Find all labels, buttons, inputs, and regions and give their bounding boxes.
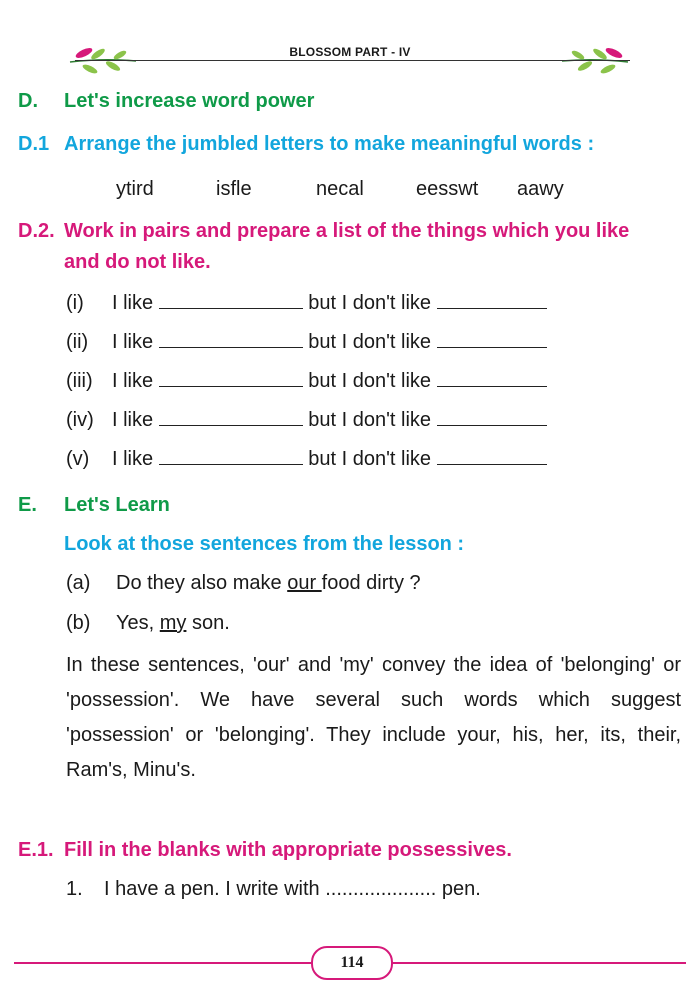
explanation-paragraph: In these sentences, 'our' and 'my' convey the idea of 'belonging' or 'possession'. We have several such words which suggest 'possession' or 'belonging'. They include your, his, her, its, their, Ram's, Minu's. [66, 654, 681, 781]
item-number: (v) [66, 448, 90, 470]
jumbled-word: ytird [116, 178, 154, 200]
section-e-subtitle: Look at those sentences from the lesson : [64, 533, 465, 555]
dislike-text: but I don't like [308, 292, 432, 314]
dislike-blank[interactable] [437, 329, 547, 348]
jumbled-word: isfle [216, 178, 252, 200]
dislike-text: but I don't like [308, 331, 432, 353]
item-number: 1. [66, 878, 83, 900]
section-e-title: Let's Learn [64, 494, 170, 516]
fill-blank-question [66, 878, 481, 902]
like-text: I like [112, 448, 154, 470]
header-rule [75, 60, 630, 61]
like-blank[interactable] [159, 290, 303, 309]
like-dislike-row [66, 368, 547, 392]
section-d2-label: D.2. [18, 220, 55, 242]
like-blank[interactable] [159, 407, 303, 426]
section-e1-title: Fill in the blanks with appropriate possessives. [64, 839, 512, 861]
sentence-text: food dirty ? [321, 572, 421, 594]
dislike-text: but I don't like [308, 448, 432, 470]
like-blank[interactable] [159, 446, 303, 465]
section-e-label: E. [18, 494, 37, 516]
item-number: (iv) [66, 409, 94, 431]
section-d2-title-line2: and do not like. [64, 251, 211, 273]
section-e1-label: E.1. [18, 839, 54, 861]
jumbled-word: aawy [517, 178, 564, 200]
footer-rule-left [14, 962, 311, 964]
section-d1-label: D.1 [18, 133, 50, 155]
item-number: (ii) [66, 331, 89, 353]
like-dislike-row [66, 407, 547, 431]
section-d1-title: Arrange the jumbled letters to make meaningful words : [64, 133, 595, 155]
like-dislike-row [66, 290, 547, 314]
page-number: 114 [311, 946, 393, 980]
dislike-text: but I don't like [308, 409, 432, 431]
dislike-blank[interactable] [437, 368, 547, 387]
question-text: I have a pen. I write with .................... pen. [104, 878, 481, 900]
item-number: (i) [66, 292, 84, 314]
dislike-blank[interactable] [437, 407, 547, 426]
sentence-text: Do they also make [116, 572, 288, 594]
example-sentence-b [66, 612, 230, 636]
item-number: (b) [66, 612, 91, 634]
like-blank[interactable] [159, 329, 303, 348]
like-text: I like [112, 331, 154, 353]
header-title: BLOSSOM PART - IV [289, 45, 411, 59]
like-text: I like [112, 409, 154, 431]
footer-rule-right [389, 962, 686, 964]
jumbled-word: necal [316, 178, 364, 200]
sentence-text: Yes, [116, 612, 160, 634]
section-d2-title-line1: Work in pairs and prepare a list of the things which you like [64, 220, 630, 242]
jumbled-word: eesswt [416, 178, 479, 200]
possessive-word: my [159, 612, 187, 634]
dislike-blank[interactable] [437, 446, 547, 465]
like-dislike-row [66, 446, 547, 470]
like-text: I like [112, 370, 154, 392]
example-sentence-a [66, 572, 421, 596]
dislike-blank[interactable] [437, 290, 547, 309]
like-blank[interactable] [159, 368, 303, 387]
item-number: (a) [66, 572, 91, 594]
like-dislike-row [66, 329, 547, 353]
section-d-title: Let's increase word power [64, 90, 315, 112]
possessive-word: our [287, 572, 322, 594]
like-text: I like [112, 292, 154, 314]
item-number: (iii) [66, 370, 93, 392]
dislike-text: but I don't like [308, 370, 432, 392]
sentence-text: son. [186, 612, 230, 634]
section-d-label: D. [18, 90, 38, 112]
